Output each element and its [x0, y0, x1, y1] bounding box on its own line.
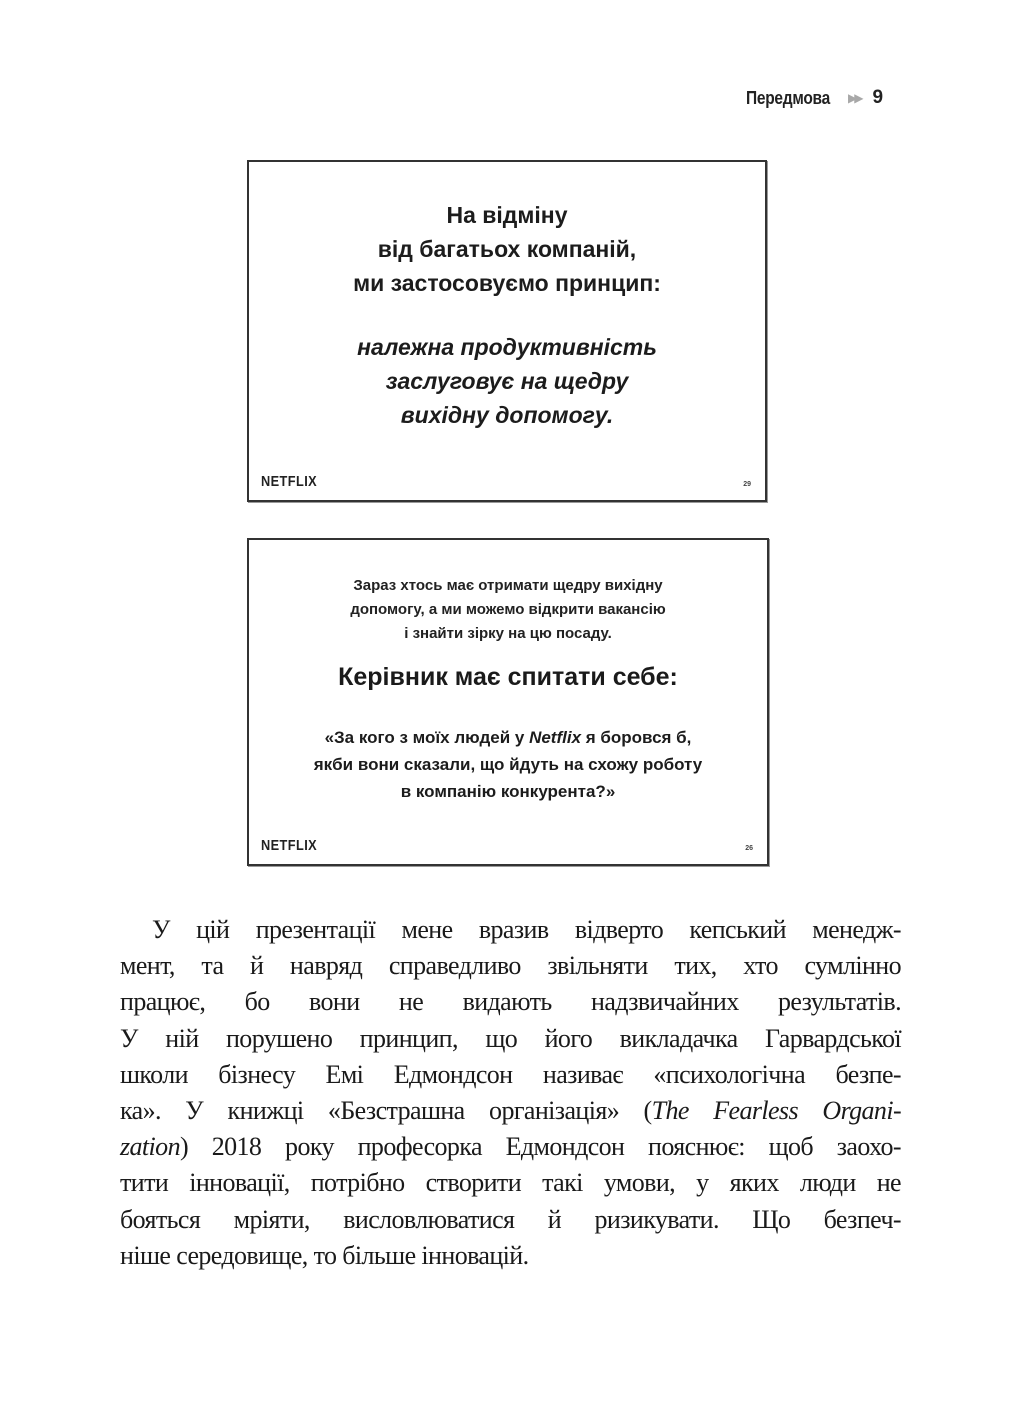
- slide-intro-line: і знайти зірку на цю посаду.: [404, 625, 612, 642]
- slide-severance-principle: [247, 160, 767, 502]
- slide-question-line: в компанію конкурента?»: [400, 782, 616, 801]
- slide-heading: [249, 198, 765, 300]
- paragraph-line: школи бізнесу Емі Едмондсон називає «психологічна безпе-: [120, 1059, 901, 1089]
- slide-keeper-test: [247, 538, 769, 866]
- book-title-english: The Fearless Organi-: [651, 1095, 901, 1125]
- text-run: ) 2018 року професорка Едмондсон пояснює: щоб заохо-: [179, 1132, 901, 1162]
- slide-intro-line: допомогу, а ми можемо відкрити вакансію: [350, 601, 666, 618]
- slide-principle-line: заслуговує на щедру: [385, 368, 629, 394]
- netflix-logo: NETFLIX: [261, 837, 318, 854]
- paragraph-line: ніше середовище, то більше інновацій.: [120, 1240, 529, 1270]
- slide-number: 26: [745, 845, 753, 852]
- paragraph-line: У цій презентації мене вразив відверто кепський менедж-: [152, 915, 901, 944]
- paragraph-line: [120, 1093, 901, 1129]
- slide-heading-line: На відміну: [446, 202, 568, 228]
- book-title-english: zation: [120, 1132, 180, 1162]
- slide-principle-line: належна продуктивність: [357, 334, 657, 360]
- slide-question: [249, 724, 767, 805]
- slide-principle-line: вихідну допомогу.: [400, 402, 614, 428]
- paragraph-line: працює, бо вони не видають надзвичайних результатів.: [120, 987, 901, 1017]
- netflix-logo: NETFLIX: [261, 473, 318, 490]
- paragraph-line: тити інновації, потрібно створити такі умови, у яких люди не: [120, 1168, 901, 1198]
- slide-intro-line: Зараз хтось має отримати щедру вихідну: [353, 577, 663, 594]
- question-text: «За кого з моїх людей у: [324, 728, 530, 747]
- slide-intro: [249, 574, 767, 646]
- slide-heading-line: ми застосовуємо принцип:: [353, 270, 661, 296]
- slide-heading-line: від багатьох компаній,: [377, 236, 637, 262]
- page-number: 9: [872, 87, 884, 108]
- paragraph-line: мент, та й навряд справедливо звільняти тих, хто сумлінно: [120, 951, 901, 981]
- paragraph-line: У ній порушено принцип, що його викладачка Гарвардської: [120, 1023, 901, 1053]
- question-text: я боровся б,: [581, 728, 692, 747]
- body-paragraph: [120, 912, 901, 1274]
- section-title: Передмова: [746, 87, 830, 108]
- slide-question-line: [249, 724, 767, 751]
- slide-title: Керівник має спитати себе:: [338, 663, 678, 691]
- paragraph-line: [120, 1129, 901, 1165]
- slide-principle: [249, 330, 765, 432]
- double-arrow-icon: ▶▶: [848, 91, 861, 105]
- slide-number: 29: [743, 481, 751, 488]
- running-header: [746, 84, 883, 112]
- brand-name: Netflix: [529, 728, 582, 747]
- text-run: ка». У книжці «Безстрашна організація» (: [120, 1095, 652, 1125]
- paragraph-line: бояться мріяти, висловлюватися й ризикувати. Що безпеч-: [120, 1204, 901, 1234]
- slide-question-line: якби вони сказали, що йдуть на схожу роботу: [313, 755, 703, 774]
